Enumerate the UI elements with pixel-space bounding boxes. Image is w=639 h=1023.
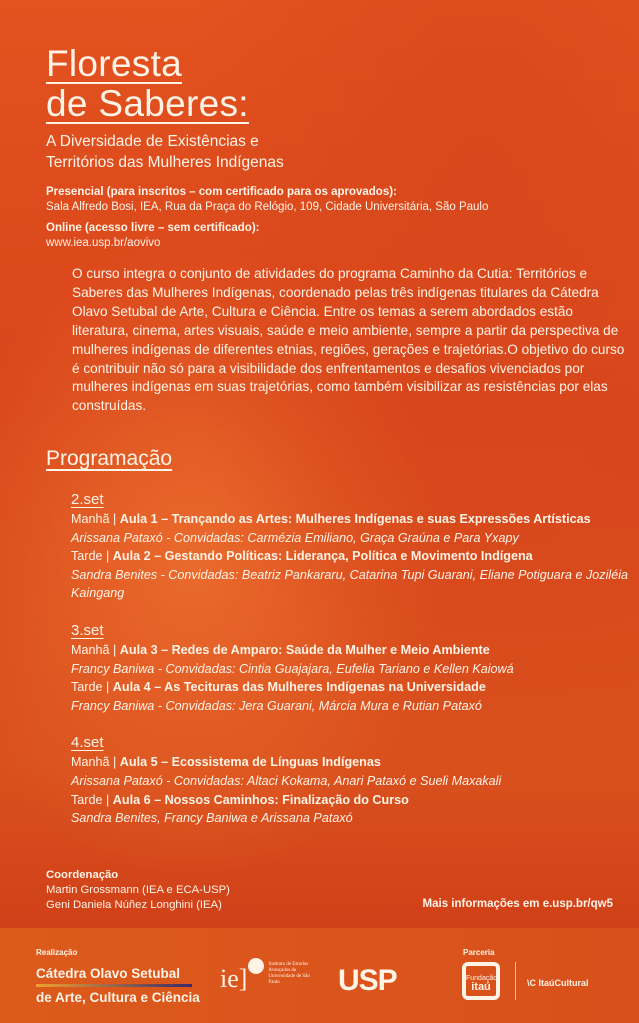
- subtitle-line-1: A Diversidade de Existências e: [46, 133, 259, 150]
- presencial-label: Presencial (para inscritos – com certificado para os aprovados):: [46, 186, 397, 198]
- iea-mark: ie]: [220, 964, 248, 993]
- itau-text: itaú: [471, 981, 491, 993]
- itau-cultural-logo: [527, 978, 589, 988]
- itau-cultural-icon: \C: [527, 978, 539, 988]
- session: [71, 547, 631, 566]
- session-period: Manhã |: [71, 755, 120, 770]
- poster-title: [46, 44, 249, 124]
- session-guests: Francy Baniwa - Convidadas: Cintia Guajajara, Eufelia Tariano e Kellen Kaiowá: [71, 661, 514, 676]
- session-title: Aula 6 – Nossos Caminhos: Finalização do Curso: [112, 792, 409, 807]
- coordination: [46, 868, 230, 913]
- coordinator: Geni Daniela Núñez Longhini (IEA): [46, 899, 222, 911]
- session-title: Aula 4 – As Tecituras das Mulheres Indígenas na Universidade: [112, 680, 486, 695]
- day-block: [71, 490, 631, 603]
- session: [71, 641, 631, 660]
- day-date: 3.set: [71, 621, 104, 639]
- parceria-label: Parceria: [463, 948, 495, 957]
- title-line-1: Floresta: [46, 43, 183, 84]
- session-title: Aula 1 – Trançando as Artes: Mulheres Indígenas e suas Expressões Artísticas: [119, 512, 591, 526]
- usp-logo: USP: [338, 964, 397, 997]
- catedra-line-2: de Arte, Cultura e Ciência: [36, 990, 200, 1005]
- catedra-logo: [36, 964, 200, 1007]
- title-line-2: de Saberes:: [46, 83, 249, 124]
- day-date: 4.set: [71, 734, 104, 752]
- day-block: [71, 621, 631, 715]
- catedra-line-1: Cátedra Olavo Setubal: [36, 966, 181, 981]
- online-url-link[interactable]: www.iea.usp.br/aovivo: [46, 237, 161, 249]
- session-guests: Arissana Pataxó - Convidadas: Carmézia Emiliano, Graça Graúna e Para Yxapy: [71, 530, 519, 545]
- itau-cultural-text: ItaúCultural: [538, 978, 589, 988]
- session: [71, 678, 631, 697]
- session-guests: Arissana Pataxó - Convidadas: Altaci Kokama, Anari Pataxó e Sueli Maxakali: [71, 773, 502, 788]
- more-info-link[interactable]: Mais informações em e.usp.br/qw5: [422, 898, 613, 910]
- catedra-bar: [36, 984, 192, 987]
- course-description: O curso integra o conjunto de atividades do programa Caminho da Cutia: Territórios e Saberes das Mulheres Indígenas, coordenado pelas três indígenas titulares da Cátedra Olavo Setubal de Arte, Cultura e Ciência. Entre os temas a serem abordados estão literatura, cinema, artes visuais, saúde e meio ambiente, sempre a partir da perspectiva de mulheres indígenas de diferentes etnias, regiões, gerações e trajetórias.O objetivo do curso é contribuir não só para a visibilidade dos enfrentamentos e desafios vivenciados por mulheres indígenas em suas trajetórias, como também visibilizar as resistências por elas construídas.: [72, 266, 625, 414]
- session-period: Tarde |: [71, 549, 113, 564]
- session-period: Manhã |: [71, 512, 120, 526]
- subtitle: [46, 131, 284, 173]
- iea-logo: [220, 958, 310, 994]
- divider: [515, 962, 516, 1000]
- realizacao-label: Realização: [36, 948, 78, 957]
- online-label: Online (acesso livre – sem certificado):: [46, 222, 260, 234]
- coordinator: Martin Grossmann (IEA e ECA-USP): [46, 884, 230, 896]
- session: [71, 510, 631, 529]
- iea-a-icon: [248, 958, 264, 974]
- coordination-label: Coordenação: [46, 869, 119, 881]
- presencial-address: Sala Alfredo Bosi, IEA, Rua da Praça do Relógio, 109, Cidade Universitária, São Paulo: [46, 201, 489, 213]
- iea-text: Instituto de Estudos Avançados da Universidade de São Paulo: [268, 962, 310, 985]
- session-period: Manhã |: [71, 642, 120, 657]
- session-guests: Francy Baniwa - Convidadas: Jera Guarani, Márcia Mura e Rutian Pataxó: [71, 698, 482, 713]
- session: [71, 753, 631, 772]
- session-title: Aula 3 – Redes de Amparo: Saúde da Mulher e Meio Ambiente: [119, 642, 490, 657]
- session-title: Aula 5 – Ecossistema de Línguas Indígenas: [119, 755, 381, 770]
- schedule: [71, 490, 631, 846]
- fundacao-itau-logo: [462, 962, 500, 1000]
- session-guests: Sandra Benites - Convidadas: Beatriz Pankararu, Catarina Tupi Guarani, Eliane Potiguara e Joziléia Kaingang: [71, 567, 628, 601]
- fundacao-text: Fundação: [466, 975, 498, 982]
- venue-info: [46, 185, 488, 251]
- session-period: Tarde |: [71, 792, 113, 807]
- session-title: Aula 2 – Gestando Políticas: Liderança, Política e Movimento Indígena: [112, 549, 533, 564]
- day-date: 2.set: [71, 491, 104, 508]
- session: [71, 791, 631, 810]
- day-block: [71, 733, 631, 827]
- programacao-heading: Programação: [46, 447, 173, 470]
- subtitle-line-2: Territórios das Mulheres Indígenas: [46, 154, 284, 171]
- session-guests: Sandra Benites, Francy Baniwa e Arissana Pataxó: [71, 811, 353, 826]
- session-period: Tarde |: [71, 680, 113, 695]
